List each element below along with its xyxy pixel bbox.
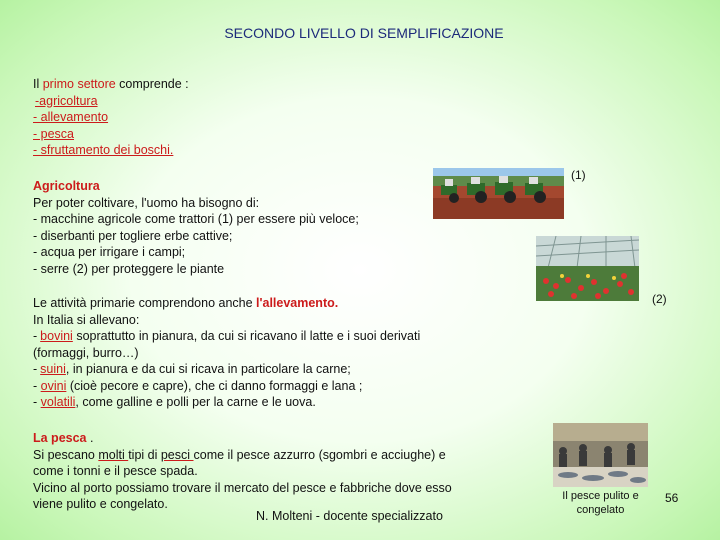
intro-text: Il <box>33 77 43 91</box>
pesca-line: come i tonni e il pesce spada. <box>33 464 198 478</box>
agricoltura-block <box>33 178 359 277</box>
bovini-text: soprattutto in pianura, da cui si ricavano il latte e i suoi derivati <box>72 329 421 343</box>
link-ovini[interactable]: ovini <box>40 378 67 393</box>
pesca-text: tipi di <box>128 447 161 462</box>
fish-photo-label: Il pesce pulito e congelato <box>562 490 639 516</box>
allevamento-block: Le attività primarie comprendono anche l'allevamento. In Italia si allevano: - bovini soprattutto in pianura, da cui si ricavano il latte e i suoi derivati (formaggi, burro…) - suini, in pianura e da cui si ricava in particolare la carne; - ovini (cioè pecore e capre), che ci danno formaggi e lana ; - volatili, come galline e polli per la carne e le uova. <box>33 296 421 409</box>
pesca-line: Vicino al porto possiamo trovare il mercato del pesce e fabbriche dove esso <box>33 480 452 495</box>
tractors-photo <box>433 168 564 219</box>
intro-block <box>33 76 189 159</box>
agricoltura-line: - acqua per irrigare i campi; <box>33 245 186 259</box>
agricoltura-line: - serre (2) per proteggere le piante <box>33 261 225 276</box>
agricoltura-heading: Agricoltura <box>33 179 100 193</box>
agricoltura-line: Per poter coltivare, l'uomo ha bisogno di: <box>33 195 260 210</box>
agricoltura-line: - macchine agricole come trattori (1) per essere più veloce; <box>33 212 359 226</box>
page-number: 56 <box>665 491 679 505</box>
primo-settore-text: primo settore <box>42 77 116 91</box>
author-credit: N. Molteni - docente specializzato <box>256 509 443 523</box>
fish-market-photo <box>553 423 648 487</box>
link-volatili[interactable]: volatili <box>40 395 76 409</box>
pesci-text: pesci <box>160 447 194 462</box>
link-sfruttamento-boschi[interactable]: - sfruttamento dei boschi. <box>33 143 174 157</box>
pesca-heading-dot: . <box>86 431 94 445</box>
molti-text: molti <box>98 447 129 462</box>
allevamento-keyword: l'allevamento. <box>256 296 339 310</box>
pesca-text: Si pescano <box>33 447 99 462</box>
pesca-line: viene pulito e congelato. <box>33 497 168 511</box>
allevamento-text: Le attività primarie comprendono anche <box>33 296 257 310</box>
ovini-text: (cioè pecore e capre), che ci danno formaggi e lana ; <box>66 378 363 393</box>
caption-1: (1) <box>571 168 586 182</box>
link-suini[interactable]: suini <box>40 362 66 376</box>
agricoltura-line: - diserbanti per togliere erbe cattive; <box>33 228 233 243</box>
bovini-text-cont: (formaggi, burro…) <box>33 345 139 360</box>
volatili-text: , come galline e polli per la carne e le uova. <box>75 395 316 409</box>
page-title: SECONDO LIVELLO DI SEMPLIFICAZIONE <box>224 25 504 41</box>
link-pesca[interactable]: - pesca <box>33 126 74 141</box>
link-allevamento[interactable]: - allevamento <box>33 110 109 124</box>
pesca-block <box>33 430 452 513</box>
intro-text-end: comprende : <box>115 77 189 91</box>
link-agricoltura[interactable]: -agricoltura <box>35 93 98 108</box>
allevamento-line: In Italia si allevano: <box>33 312 140 327</box>
suini-text: , in pianura e da cui si ricava in particolare la carne; <box>65 362 351 376</box>
pesca-heading: La pesca <box>33 431 87 445</box>
greenhouse-photo <box>536 236 639 301</box>
pesca-text: come il pesce azzurro (sgombri e acciughe) e <box>193 447 446 462</box>
link-bovini[interactable]: bovini <box>40 329 73 343</box>
caption-2: (2) <box>652 292 667 306</box>
